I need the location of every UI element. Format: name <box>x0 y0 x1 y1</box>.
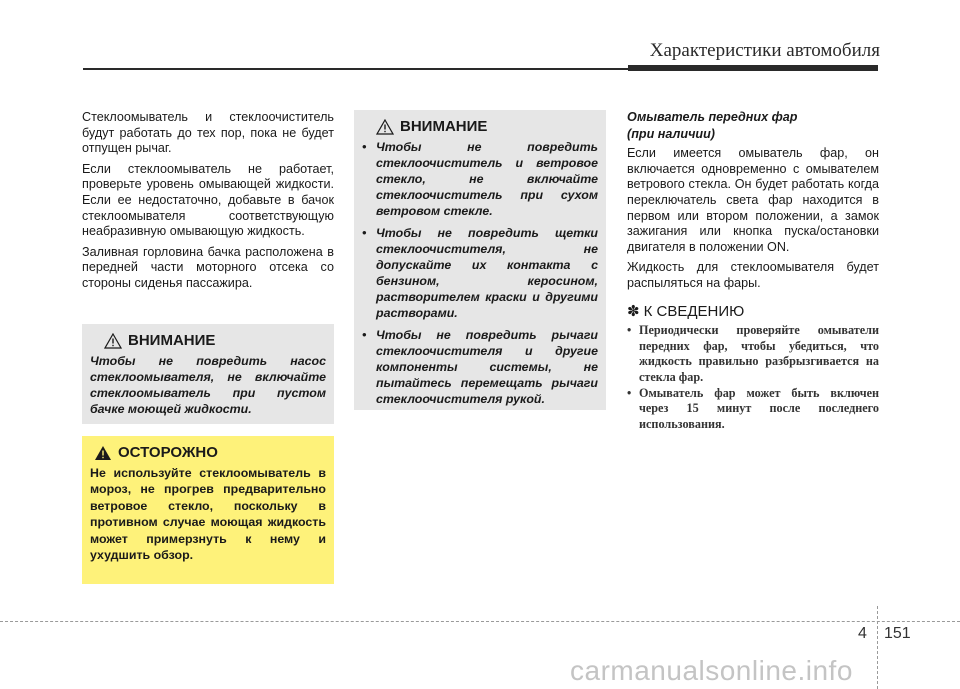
notice-title <box>627 304 879 320</box>
warning-list <box>362 139 598 407</box>
watermark: carmanualsonline.info <box>570 655 853 686</box>
section-heading: Омыватель передних фар <box>627 110 798 124</box>
bullet: • <box>362 140 367 154</box>
warning-title <box>376 118 598 135</box>
column-right <box>627 110 879 432</box>
list-item <box>362 327 598 407</box>
notice-title-text: К СВЕДЕНИЮ <box>643 302 745 320</box>
list-item <box>627 323 879 385</box>
paragraph-headlamp-washer: Если имеется омыватель фар, он включается одновременно с омывателем ветрового стекла. Он будет работать когда переключатель света фар находится в первом или втором положении, а замок зажигания или кнопка пуска/остановки двигателя в положении ON. <box>627 146 879 254</box>
caution-title <box>94 444 326 461</box>
bullet: • <box>362 226 367 240</box>
column-left <box>82 110 334 297</box>
paragraph-reservoir-location: Заливная горловина бачка расположена в передней части моторного отсека со стороны сиденья пассажира. <box>82 244 334 290</box>
page-header-title: Характеристики автомобиля <box>649 40 880 61</box>
caution-box-freeze <box>82 436 334 584</box>
chapter-number: 4 <box>858 625 867 642</box>
warning-box-wipers <box>354 110 606 410</box>
section-subheading: (при наличии) <box>627 126 715 141</box>
list-item-text: Омыватель фар может быть включен через 15 минут после последнего использования. <box>639 385 879 431</box>
page-number: 151 <box>884 625 911 642</box>
warning-triangle-icon <box>104 333 122 349</box>
caution-triangle-icon <box>94 445 112 461</box>
footer-divider <box>877 606 878 689</box>
warning-title <box>104 332 326 349</box>
warning-title-text: ВНИМАНИЕ <box>128 332 216 349</box>
list-item <box>362 225 598 321</box>
footer-rule <box>0 621 960 622</box>
notice-list <box>627 323 879 432</box>
list-item <box>362 139 598 219</box>
list-item-text: Периодически проверяйте омыватели передних фар, чтобы убедиться, что жидкость правильно разбрызгивается на стекла фар. <box>639 323 879 384</box>
bullet: • <box>362 328 367 342</box>
header-rule-bar <box>628 65 878 71</box>
bullet: • <box>627 385 632 400</box>
paragraph-check-fluid: Если стеклоомыватель не работает, проверьте уровень омывающей жидкости. Если ее недостаточно, добавьте в бачок стеклоомывателя соответствующую неабразивную омывающую жидкость. <box>82 161 334 239</box>
warning-body: Чтобы не повредить насос стеклоомывателя, не включайте стеклоомыватель при пустом бачке моющей жидкости. <box>90 354 326 416</box>
caution-title-text: ОСТОРОЖНО <box>118 444 218 461</box>
warning-triangle-icon <box>376 119 394 135</box>
notice-asterisk-icon: ✽ <box>627 302 640 320</box>
list-item <box>627 386 879 433</box>
caution-body: Не используйте стеклоомыватель в мороз, не прогрев предварительно ветровое стекло, поскольку в противном случае моющая жидкость может примерзнуть к нему и ухудшить обзор. <box>90 466 326 563</box>
warning-title-text: ВНИМАНИЕ <box>400 118 488 135</box>
warning-box-pump <box>82 324 334 424</box>
bullet: • <box>627 323 632 338</box>
list-item-text: Чтобы не повредить щетки стеклоочистителя, не допускайте их контакта с бензином, керосином, растворителем краски и другими растворами. <box>376 226 598 320</box>
paragraph-wiper-release: Стеклоомыватель и стеклоочиститель будут работать до тех пор, пока не будет отпущен рычаг. <box>82 110 334 156</box>
list-item-text: Чтобы не повредить рычаги стеклоочистителя и другие компоненты системы, не пытайтесь перемещать рычаги стеклоочистителя рукой. <box>376 328 598 406</box>
paragraph-fluid-spray: Жидкость для стеклоомывателя будет распыляться на фары. <box>627 260 879 290</box>
list-item-text: Чтобы не повредить стеклоочиститель и ветровое стекло, не включайте стеклоочиститель при сухом ветровом стекле. <box>376 140 598 218</box>
